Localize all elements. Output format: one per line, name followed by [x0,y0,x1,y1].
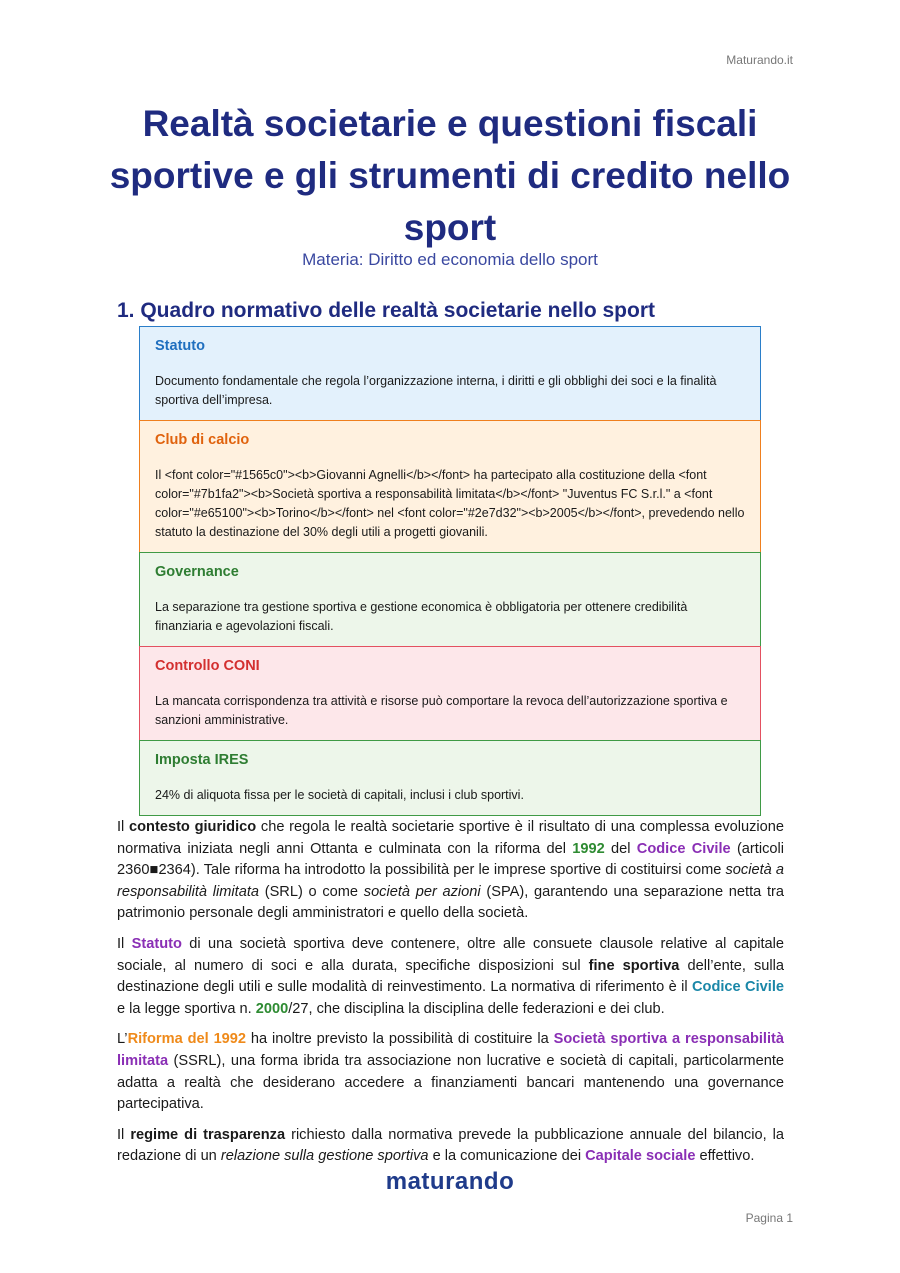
italic-term: società per azioni [363,883,481,900]
text-run: Il [117,1126,131,1143]
highlight-year: 2000 [255,1000,289,1017]
box-text: La separazione tra gestione sportiva e gestione economica è obbligatoria per ottenere credibilità finanziaria e agevolazioni fiscali. [155,600,688,633]
subject-line: Materia: Diritto ed economia dello sport [302,250,598,269]
box-statuto [139,326,761,421]
text-run: effettivo. [695,1148,755,1165]
box-title: Controllo CONI [155,658,260,674]
text-run: dell’ente, sulla destinazione degli utili e sulle modalità di reinvestimento. La normativa di riferimento è il [117,957,785,996]
text-run: che regola le realtà societarie sportive è il risultato di una complessa evoluzione normativa iniziata negli anni Ottanta e culminata con la riforma del [117,819,785,857]
paragraph-4 [117,1125,784,1168]
box-imposta-ires [139,740,761,816]
logo-text: maturando [385,1168,515,1195]
paragraph-2 [117,934,784,1020]
highlight-term: Riforma del [127,1031,214,1048]
text-run: Il [117,819,130,835]
bold-term: contesto giuridico [129,819,257,835]
body-text [117,817,784,1177]
section-title: 1. Quadro normativo delle realtà societarie nello sport [117,299,655,322]
text-run: /27, che disciplina la disciplina delle federazioni e dei club. [288,1000,665,1017]
text-run: (SRL) o come [259,883,364,900]
box-text: Documento fondamentale che regola l’organizzazione interna, i diritti e gli obblighi dei soci e la finalità sportiva dell’impresa. [155,374,717,407]
text-run: e la legge sportiva n. [117,1000,256,1017]
maturando-logo [0,1168,900,1196]
text-run: richiesto dalla normativa prevede la pubblicazione annuale del bilancio, la redazione di un [117,1126,785,1165]
text-run: Il [117,935,132,952]
text-run: (SSRL), una forma ibrida tra associazione non lucrative e società di capitali, particolarmente adatta a realtà che desiderano accedere a finanziamenti bancari mantenendo una governance partecipativa. [117,1052,784,1113]
box-title: Club di calcio [155,432,250,448]
box-club-di-calcio [139,420,761,553]
bold-term: fine sportiva [588,957,680,974]
text-run: (SPA), garantendo una separazione netta tra patrimonio personale degli amministratori e quello della società. [117,883,785,922]
box-text: 24% di aliquota fissa per le società di capitali, inclusi i club sportivi. [155,788,524,802]
box-title: Governance [155,564,239,580]
page-number: Pagina 1 [745,1211,793,1225]
highlight-term: Statuto [131,935,182,952]
box-title: Statuto [155,338,205,354]
highlight-term: Codice Civile [636,840,731,857]
box-governance [139,552,761,647]
paragraph-1 [117,817,784,925]
text-run: ha inoltre previsto la possibilità di costituire la [246,1031,554,1048]
highlight-term: Codice Civile [692,979,784,996]
highlight-year: 1992 [572,840,605,857]
highlight-term: Società sportiva a responsabilità limitata [117,1031,784,1069]
box-controllo-coni [139,646,761,741]
box-title: Imposta IRES [155,752,249,768]
bold-term: regime di trasparenza [130,1126,286,1143]
box-text: La mancata corrispondenza tra attività e risorse può comportare la revoca dell’autorizzazione sportiva e sanzioni amministrative. [155,694,728,727]
page-title: Realtà societarie e questioni fiscali sportive e gli strumenti di credito nello sport [109,103,791,248]
text-run: (articoli 2360■2364). Tale riforma ha introdotto la possibilità per le imprese sportive di costituirsi come [117,840,784,879]
box-text: Il <font color="#1565c0"><b>Giovanni Agnelli</b></font> ha partecipato alla costituzione della <font color="#7b1fa2"><b>Società sportiva a responsabilità limitata</b></font> "Juventus FC S.r.l." a <font color="#e65100"><b>Torino</b></font> nel <font color="#2e7d32"><b>2005</b></font>, prevedendo nello statuto la destinazione del 30% degli utili a progetti giovanili. [155,468,745,539]
site-name: Maturando.it [726,53,793,67]
italic-term: relazione sulla gestione sportiva [220,1148,429,1165]
highlight-year: 1992 [213,1031,247,1048]
info-boxes [139,327,761,816]
italic-term: società a responsabilità limitata [117,862,784,900]
text-run: L’ [117,1031,128,1048]
paragraph-3 [117,1029,784,1115]
text-run: di una società sportiva deve contenere, oltre alle consuete clausole relative al capitale sociale, al numero di soci e alla durata, specifiche disposizioni sul [117,935,784,974]
text-run: e la comunicazione dei [428,1148,586,1165]
highlight-term: Capitale sociale [585,1148,696,1165]
text-run: del [604,840,637,857]
